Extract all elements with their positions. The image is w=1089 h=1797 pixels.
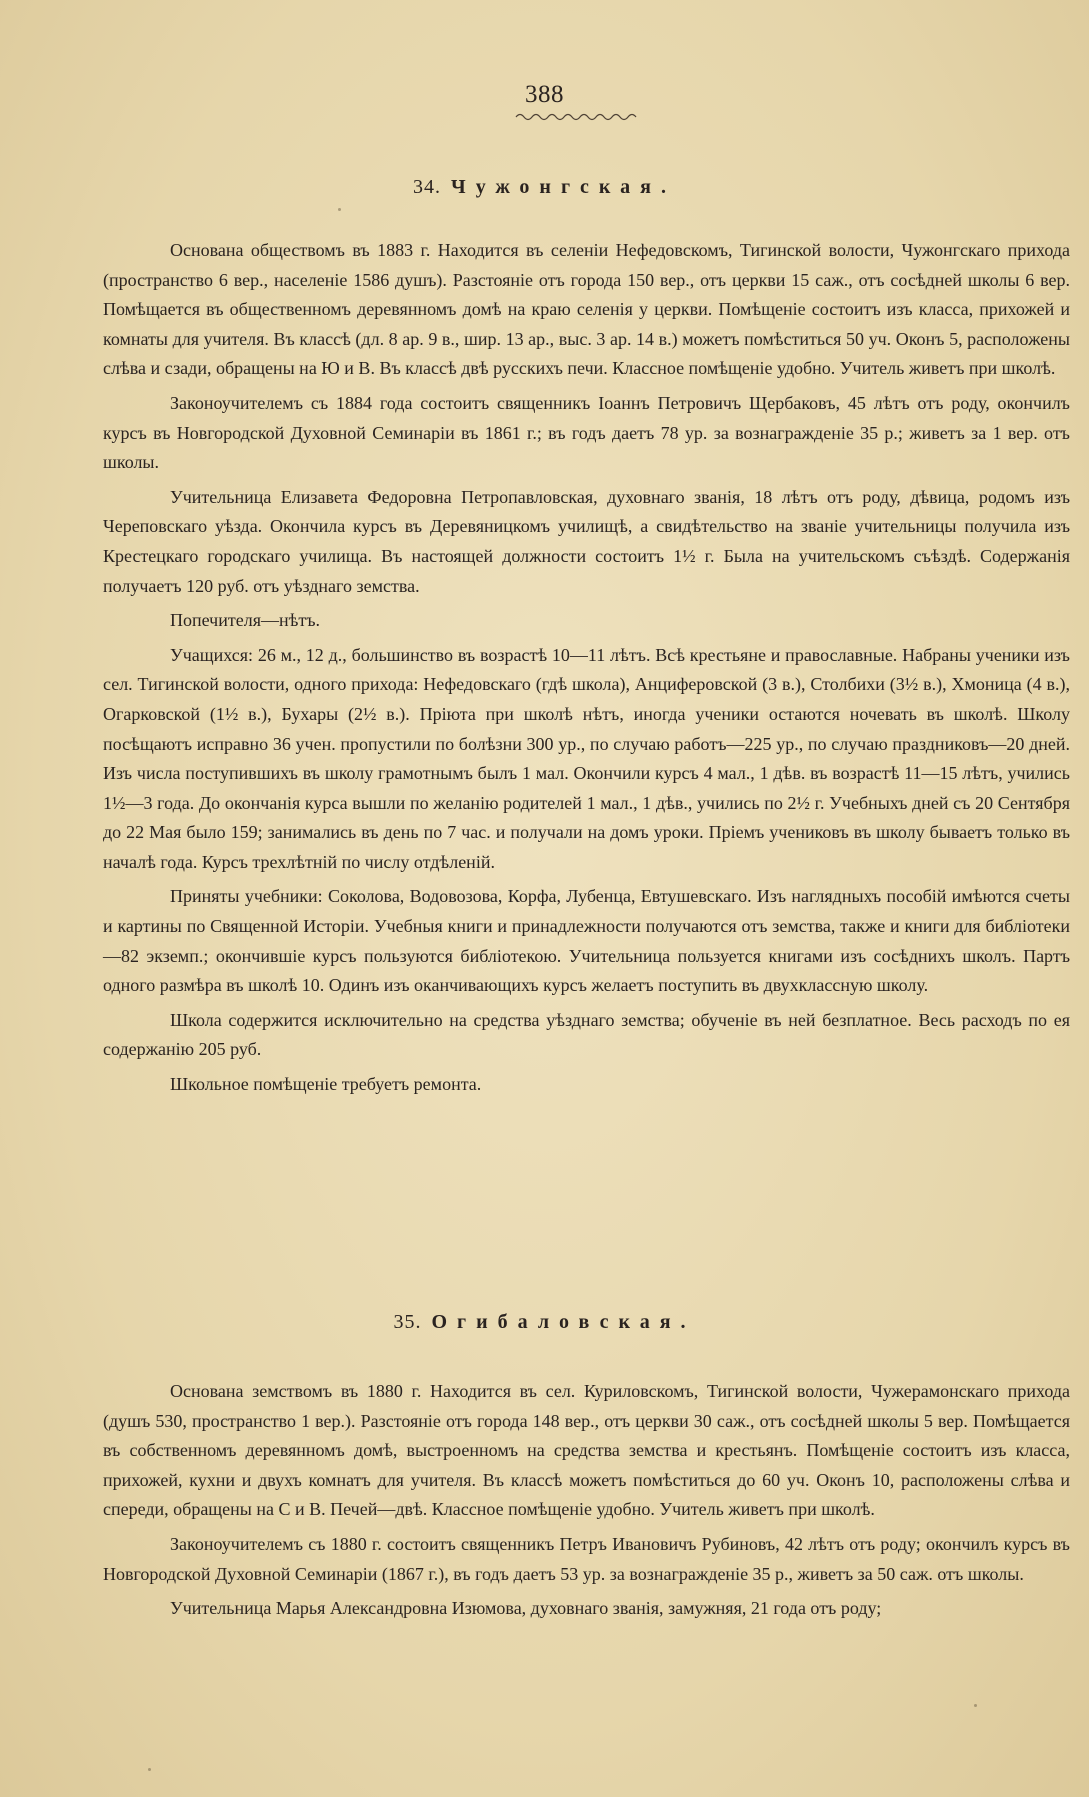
section-number: 34. (413, 176, 442, 198)
ornament-divider (514, 110, 642, 124)
paper-speck (338, 208, 341, 211)
section-name: Огибаловская. (431, 1311, 696, 1333)
section-name: Чужонгская. (451, 176, 676, 198)
paragraph: Школа содержится исключительно на средства уѣзднаго земства; обученіе въ ней безплатное. Весь расходъ по ея содержанію 205 руб. (103, 1009, 1070, 1060)
paragraph: Законоучителемъ съ 1880 г. состоитъ священникъ Петръ Ивановичъ Рубиновъ, 42 лѣтъ отъ роду; окончилъ курсъ въ Новгородской Духовной Семинаріи (1867 г.), въ годъ даетъ 53 ур. за вознагражденіе 35 р., живетъ за 50 саж. отъ школы. (103, 1533, 1070, 1584)
paragraph: Основана обществомъ въ 1883 г. Находится въ селеніи Нефедовскомъ, Тигинской волости, Чужонгскаго прихода (пространство 6 вер., населеніе 1586 душъ). Разстояніе отъ города 150 вер., отъ церкви 15 саж., отъ сосѣдней школы 6 вер. Помѣщается въ общественномъ деревянномъ домѣ на краю селенія у церкви. Помѣщеніе состоитъ изъ класса, прихожей и комнаты для учителя. Въ классѣ (дл. 8 ар. 9 в., шир. 13 ар., выс. 3 ар. 14 в.) можетъ помѣститься 50 уч. Оконъ 5, расположены слѣва и сзади, обращены на Ю и В. Въ классѣ двѣ русскихъ печи. Классное помѣщеніе удобно. Учитель живетъ при школѣ. (103, 240, 1070, 379)
section-body-35 (103, 1377, 1070, 1629)
section-body-34 (103, 236, 1070, 1105)
paragraph: Учительница Марья Александровна Изюмова, духовнаго званія, замужняя, 21 года отъ роду; (170, 1598, 882, 1619)
paragraph: Учительница Елизавета Федоровна Петропавловская, духовнаго званія, 18 лѣтъ отъ роду, дѣвица, родомъ изъ Череповскаго уѣзда. Окончила курсъ въ Деревяницкомъ училищѣ, а свидѣтельство на званіе учительницы получила изъ Крестецкаго городскаго училища. Въ настоящей должности состоитъ 1½ г. Была на учительскомъ съѣздѣ. Содержанія получаетъ 120 руб. отъ уѣзднаго земства. (103, 486, 1070, 596)
section-title-34 (0, 177, 1089, 197)
paragraph: Приняты учебники: Соколова, Водовозова, Корфа, Лубенца, Евтушевскаго. Изъ наглядныхъ пособій имѣются счеты и картины по Священной Исторіи. Учебныя книги и принадлежности получаются отъ земства, также и книги для библіотеки—82 экземп.; окончившіе курсъ пользуются библіотекою. Учительница пользуется книгами изъ сосѣднихъ школъ. Партъ одного размѣра въ школѣ 10. Одинъ изъ оканчивающихъ курсъ желаетъ поступить въ двухклассную школу. (103, 886, 1070, 996)
paragraph: Учащихся: 26 м., 12 д., большинство въ возрастѣ 10—11 лѣтъ. Всѣ крестьяне и православные. Набраны ученики изъ сел. Тигинской волости, одного прихода: Нефедовскаго (гдѣ школа), Анциферовской (3 в.), Столбихи (3½ в.), Хмоница (4 в.), Огарковской (1½ в.), Бухары (2½ в.). Пріюта при школѣ нѣтъ, иногда ученики остаются ночевать въ школѣ. Школу посѣщаютъ исправно 36 учен. пропустили по болѣзни 300 ур., по случаю работъ—225 ур., по случаю праздниковъ—20 дней. Изъ числа поступившихъ въ школу грамотнымъ былъ 1 мал. Окончили курсъ 4 мал., 1 дѣв. въ возрастѣ 11—15 лѣтъ, учились 1½—3 года. До окончанія курса вышли по желанію родителей 1 мал., 1 дѣв., учились по 2½ г. Учебныхъ дней съ 20 Сентября до 22 Мая было 159; занимались въ день по 7 час. и получали на домъ уроки. Пріемъ учениковъ въ школу бываетъ только въ началѣ года. Курсъ трехлѣтній по числу отдѣленій. (103, 644, 1070, 872)
paragraph: Школьное помѣщеніе требуетъ ремонта. (170, 1074, 482, 1095)
page-number: 388 (525, 81, 564, 108)
section-number: 35. (393, 1311, 422, 1333)
paragraph: Попечителя—нѣтъ. (170, 610, 321, 631)
paper-speck (148, 1768, 151, 1771)
paragraph: Основана земствомъ въ 1880 г. Находится въ сел. Куриловскомъ, Тигинской волости, Чужерамонскаго прихода (душъ 530, пространство 1 вер.). Разстояніе отъ города 148 вер., отъ церкви 30 саж., отъ сосѣдней школы 5 вер. Помѣщается въ собственномъ деревянномъ домѣ, выстроенномъ на средства земства и крестьянъ. Помѣщеніе состоитъ изъ класса, прихожей, кухни и двухъ комнатъ для учителя. Въ классѣ можетъ помѣститься до 60 уч. Оконъ 10, расположены слѣва и спереди, обращены на С и В. Печей—двѣ. Классное помѣщеніе удобно. Учитель живетъ при школѣ. (103, 1381, 1070, 1520)
section-title-35 (0, 1312, 1089, 1332)
paper-speck (974, 1704, 977, 1707)
paragraph: Законоучителемъ съ 1884 года состоитъ священникъ Іоаннъ Петровичъ Щербаковъ, 45 лѣтъ отъ роду, окончилъ курсъ въ Новгородской Духовной Семинаріи въ 1861 г.; въ годъ даетъ 78 ур. за вознагражденіе 35 р.; живетъ за 1 вер. отъ школы. (103, 392, 1070, 473)
